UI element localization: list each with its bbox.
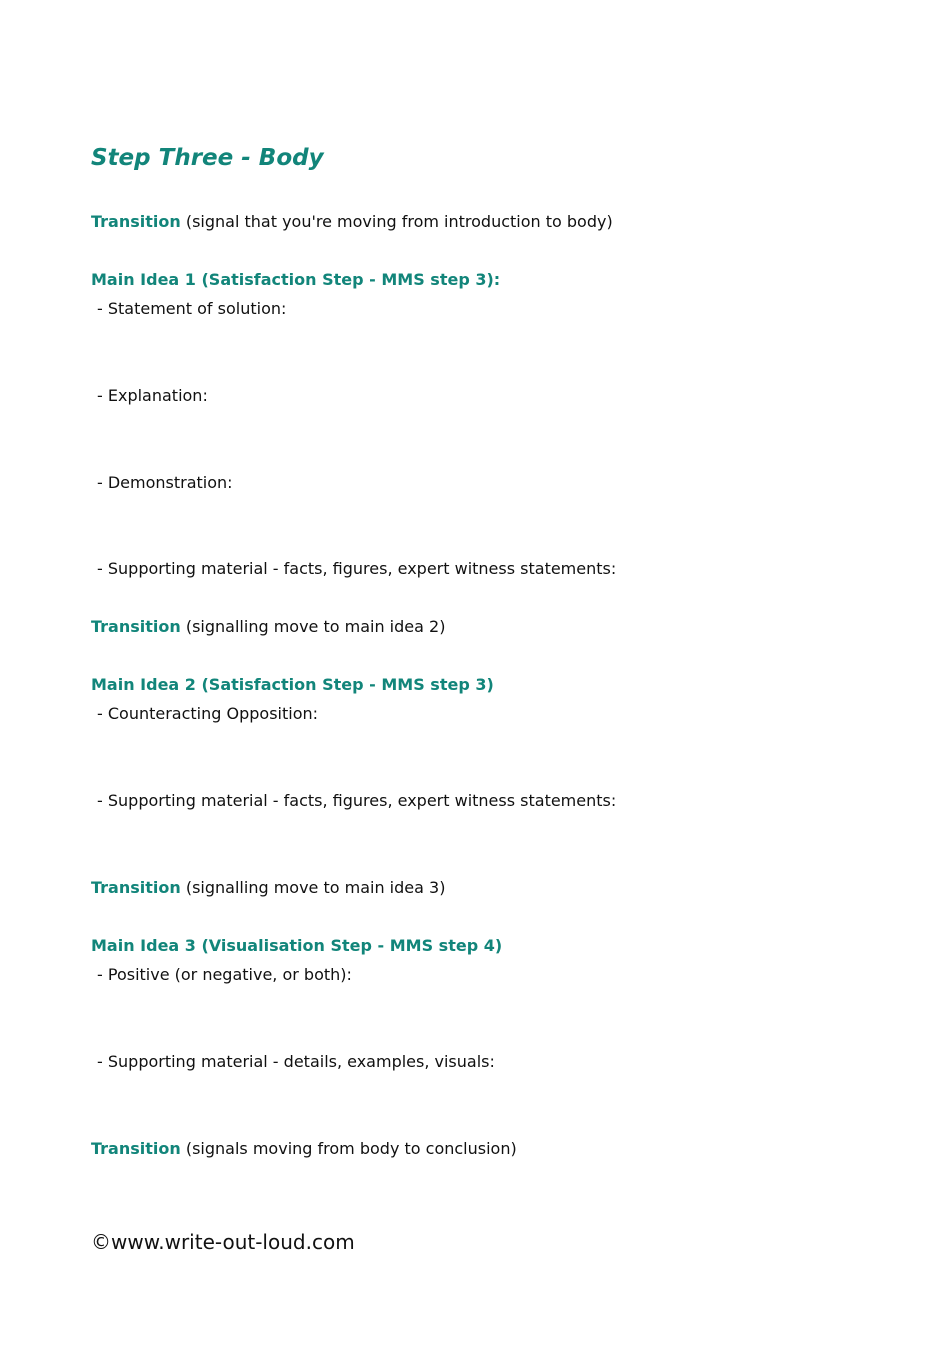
transition-label: Transition (91, 212, 181, 231)
transition-label: Transition (91, 617, 181, 636)
main-idea-2-item-counteracting: - Counteracting Opposition: (97, 704, 319, 723)
main-idea-1-item-demonstration: - Demonstration: (97, 473, 233, 492)
page-title: Step Three - Body (91, 145, 324, 171)
main-idea-1-heading: Main Idea 1 (Satisfaction Step - MMS step 3): (91, 270, 501, 289)
main-idea-3-heading: Main Idea 3 (Visualisation Step - MMS step 4) (91, 936, 503, 955)
main-idea-2-item-supporting: - Supporting material - facts, figures, expert witness statements: (97, 791, 617, 810)
main-idea-2-heading: Main Idea 2 (Satisfaction Step - MMS step 3) (91, 675, 494, 694)
transition-to-main-idea-2 (91, 617, 445, 637)
transition-intro-to-body (91, 212, 613, 232)
transition-description: (signals moving from body to conclusion) (180, 1139, 517, 1158)
transition-label: Transition (91, 1139, 181, 1158)
main-idea-1-item-statement: - Statement of solution: (97, 299, 287, 318)
transition-description: (signal that you're moving from introduction to body) (180, 212, 613, 231)
main-idea-3-item-supporting: - Supporting material - details, examples, visuals: (97, 1052, 495, 1071)
main-idea-1-item-explanation: - Explanation: (97, 386, 208, 405)
transition-to-main-idea-3 (91, 878, 445, 898)
main-idea-1-item-supporting: - Supporting material - facts, figures, expert witness statements: (97, 559, 617, 578)
main-idea-3-item-positive: - Positive (or negative, or both): (97, 965, 352, 984)
copyright-footer: ©www.write-out-loud.com (91, 1230, 355, 1254)
transition-label: Transition (91, 878, 181, 897)
transition-description: (signalling move to main idea 3) (180, 878, 446, 897)
transition-to-conclusion (91, 1139, 517, 1159)
transition-description: (signalling move to main idea 2) (180, 617, 446, 636)
